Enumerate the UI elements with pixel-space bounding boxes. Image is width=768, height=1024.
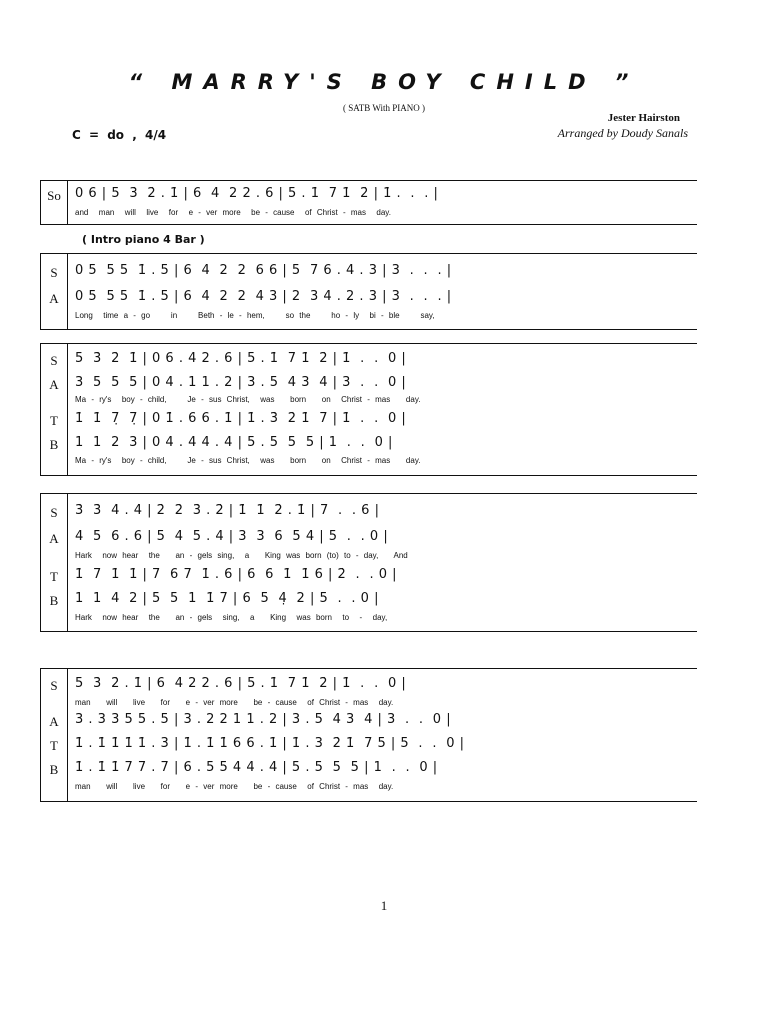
voice-row bbox=[41, 736, 697, 758]
lyric-line: Ma - ry's boy - child, Je - sus Christ, was born on Christ - mas day. bbox=[75, 395, 421, 404]
key-signature: C = do , 4/4 bbox=[72, 128, 167, 142]
notation-line: 0 5 5 5 1̇ . 5 | 6 4 2 2 4 3 | 2 3 4 . 2 . 3 | 3 . . . | bbox=[75, 289, 452, 304]
voice-label: S bbox=[50, 678, 58, 693]
lyric-line: and man will live for e - ver more be - cause of Christ - mas day. bbox=[75, 208, 391, 217]
voice-row bbox=[41, 435, 697, 457]
lyric-line: Hark now hear the an - gels sing, a King was born (to) to - day, And bbox=[75, 551, 408, 560]
notation-line: 1 1 2 3 | 0 4 . 4 4 . 4 | 5 . 5 5 5 | 1 . . 0 | bbox=[75, 435, 393, 450]
lyric-line: Hark now hear the an - gels sing, a King was born to - day, bbox=[75, 613, 388, 622]
voice-label: B bbox=[49, 762, 59, 777]
notation-line: 1̇ . 1̇ 1̇ 1̇ 1̇ . 3 | 1̇ . 1̇ 1̇ 6 6 . 1̇ | 1̇ . 3 2̇ 1̇ 7 5 | 5 . . 0 | bbox=[75, 736, 465, 751]
notation-line: 3̇ 3̇ 4̇ . 4̇ | 2̇ 2̇ 3̇ . 2̇ | 1̇ 1̇ 2̇ . 1̇ | 7 . . 6 | bbox=[75, 503, 380, 518]
score-system-chorus-1 bbox=[40, 343, 697, 476]
intro-note: ( Intro piano 4 Bar ) bbox=[82, 233, 205, 246]
composer-name: Jester Hairston bbox=[607, 112, 680, 124]
voice-row bbox=[41, 529, 697, 551]
voice-label: So bbox=[47, 188, 61, 203]
song-title: “ MARRY'S BOY CHILD ” bbox=[128, 70, 640, 94]
score-system-solo bbox=[40, 180, 697, 225]
voice-row bbox=[41, 567, 697, 589]
voice-row bbox=[41, 676, 697, 698]
lyric-line: Ma - ry's boy - child, Je - sus Christ, was born on Christ - mas day. bbox=[75, 456, 421, 465]
voice-row bbox=[41, 591, 697, 613]
notation-line: 1̇ 7 1̇ 1̇ | 7 6 7 1̇ . 6 | 6 6 1̇ 1̇ 6 | 2̇ . . 0 | bbox=[75, 567, 397, 582]
notation-line: 3 . 3 3 5 5 . 5 | 3 . 2 2 1 1 . 2 | 3 . 5 4 3 4 | 3 . . 0 | bbox=[75, 712, 452, 727]
voice-label: S bbox=[50, 353, 58, 368]
voice-label: T bbox=[50, 738, 58, 753]
voice-row bbox=[41, 289, 697, 311]
voice-row bbox=[41, 503, 697, 525]
voice-label: A bbox=[49, 714, 59, 729]
voice-row bbox=[41, 351, 697, 373]
voice-row bbox=[41, 712, 697, 734]
lyric-line: man will live for e - ver more be - cause of Christ - mas day. bbox=[75, 698, 394, 707]
score-system-verse bbox=[40, 253, 697, 330]
notation-line: 5 3̇ 2̇ . 1̇ | 6 4 2 2 . 6 | 5 . 1̇ 7 1̇ 2̇ | 1̇ . . 0 | bbox=[75, 676, 407, 691]
arranger-name: Arranged by Doudy Sanals bbox=[557, 126, 688, 140]
voice-label: S bbox=[50, 505, 58, 520]
lyric-line: Long time a - go in Beth - le - hem, so the ho - ly bi - ble say, bbox=[75, 311, 435, 320]
notation-line: 1̇ . 1̇ 1̇ 7 7 . 7 | 6 . 5 5 4 4 . 4 | 5 . 5 5 5 | 1 . . 0 | bbox=[75, 760, 438, 775]
voice-row bbox=[41, 760, 697, 782]
voice-row bbox=[41, 375, 697, 397]
notation-line: 0 6 | 5 3̇ 2̇ . 1̇ | 6 4 2 2 . 6 | 5 . 1̇ 7 1̇ 2̇ | 1̇ . . . | bbox=[75, 186, 439, 201]
notation-line: 0 5 5 5 1̇ . 5 | 6 4 2 2 6 6 | 5 7 6 . 4 . 3 | 3 . . . | bbox=[75, 263, 452, 278]
voice-label: B bbox=[49, 593, 59, 608]
notation-line: 3 5 5 5 | 0 4 . 1 1 . 2 | 3 . 5 4 3 4 | 3 . . 0 | bbox=[75, 375, 407, 390]
score-system-chorus-2 bbox=[40, 493, 697, 632]
song-subtitle: ( SATB With PIANO ) bbox=[343, 103, 425, 113]
voice-row bbox=[41, 411, 697, 433]
notation-line: 4 5 6 . 6 | 5 4 5 . 4 | 3 3 6 5 4 | 5 . . 0 | bbox=[75, 529, 389, 544]
notation-line: 1̇ 1̇ 7̣ 7̣ | 0 1̇ . 6 6 . 1̇ | 1̇ . 3̇ 2̇ 1̇ 7 | 1̇ . . 0 | bbox=[75, 411, 407, 426]
notation-line: 5 3̇ 2̇ 1̇ | 0 6 . 4 2 . 6 | 5 . 1̇ 7 1̇ 2̇ | 1̇ . . 0 | bbox=[75, 351, 407, 366]
page-number: 1 bbox=[380, 898, 388, 913]
voice-row bbox=[41, 186, 697, 208]
voice-label: B bbox=[49, 437, 59, 452]
voice-row bbox=[41, 263, 697, 285]
score-system-chorus-3 bbox=[40, 668, 697, 802]
voice-label: A bbox=[49, 531, 59, 546]
voice-label: T bbox=[50, 569, 58, 584]
notation-line: 1 1 4 2 | 5 5 1 1̇ 7 | 6 5 4̣ 2 | 5 . . 0 | bbox=[75, 591, 379, 606]
voice-label: T bbox=[50, 413, 58, 428]
voice-label: A bbox=[49, 377, 59, 392]
voice-label: S bbox=[50, 265, 58, 280]
lyric-line: man will live for e - ver more be - cause of Christ - mas day. bbox=[75, 782, 394, 791]
voice-label: A bbox=[49, 291, 59, 306]
